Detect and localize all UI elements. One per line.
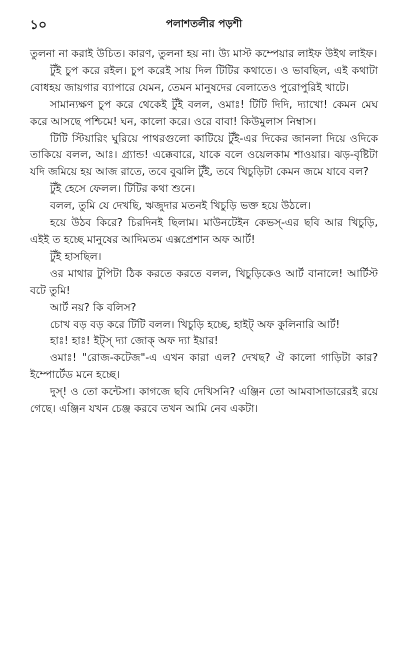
- body-text: [30, 46, 378, 418]
- paragraph: ওমাঃ! "রোজ-কটেজ"-এ এখন কারা এল? দেখছ? ঐ কালো গাড়িটা কার? ইম্পোর্টেড মনে হচ্ছে।: [30, 352, 378, 382]
- paragraph: সামান্যক্ষণ চুপ করে থেকেই টুঁই বলল, ওমাঃ! টিটি দিদি, দ্যাখো! কেমন মেঘ করে আসছে পশ্চিমে! ঘন, কালো করে। ওরে বাবা! কিউমুলাস নিম্বাস।: [30, 98, 378, 128]
- paragraph: আর্ট নয়? কি বলিস?: [50, 301, 137, 314]
- paragraph: তুলনা না করাই উচিত। কারণ, তুলনা হয় না। উ্য মাস্ট কম্পেয়ার লাইফ উইথ লাইফ।: [30, 48, 378, 60]
- paragraph: হাঃ! হাঃ! ইট্স্ দ্যা জোক্ অফ দ্যা ইয়ার!: [50, 335, 219, 348]
- paragraph: টুঁই হেসে ফেলল। টিটির কথা শুনে।: [50, 183, 196, 196]
- paragraph: টিটি স্টিয়ারিং ঘুরিয়ে পাথরগুলো কাটিয়ে টুঁই-এর দিকের জানলা দিয়ে ওদিকে তাকিয়ে বলল, আঃ। গ্র্যান্ড! এক্কেবারে, যাকে বলে ওয়েলকাম শাওয়ার। ঝড়-বৃষ্টিটা যদি জমিয়ে হয় আজ রাতে, তবে বুঝলি টুঁই, তবে খিচুড়িটা কেমন জমে যাবে বল?: [30, 132, 378, 179]
- paragraph: টুঁই চুপ করে রইল। চুপ করেই সায় দিল টিটির কথাতে। ও ভাবছিল, এই কথাটা বোধহয় জায়গার ব্যাপারে যেমন, তেমন মানুষদের বেলাতেও পুরোপুরিই খাটে।: [30, 64, 378, 94]
- paragraph: হয়ে উঠব কিরে? চিরদিনই ছিলাম। মাউনটেইন কেভস্-এর ছবি আর খিচুড়ি, এইই ত হচ্ছে মানুষের আদিমতম এক্সপ্রেশান অফ আর্ট!: [30, 217, 378, 246]
- paragraph: ওর মাথার টুপিটা ঠিক করতে করতে বলল, খিচুড়িকেও আর্ট বানালে! আর্টিস্ট বটে তুমি!: [30, 267, 378, 297]
- page-number: ১০: [30, 18, 47, 33]
- running-title: পলাশতলীর পড়শী: [165, 18, 243, 30]
- page-header: [30, 14, 378, 36]
- paragraph: চোখ বড় বড় করে টিটি বলল। খিচুড়ি হচ্ছে, হাইট্ অফ কুলিনারি আর্ট!: [50, 318, 340, 331]
- paragraph: টুঁই হাসছিল।: [50, 250, 102, 263]
- paragraph: বলল, তুমি যে দেখছি, ঋজুদার মতনই খিচুড়ি ভক্ত হয়ে উঠলে।: [50, 200, 312, 213]
- paragraph: দুস্! ও তো কন্টেসা। কাগজে ছবি দেখিসনি? এঞ্জিন তো আমবাসাডারেরই রয়ে গেছে। এঞ্জিন যখন চেঞ্জ করবে তখন আমি নেব একটা।: [30, 386, 378, 416]
